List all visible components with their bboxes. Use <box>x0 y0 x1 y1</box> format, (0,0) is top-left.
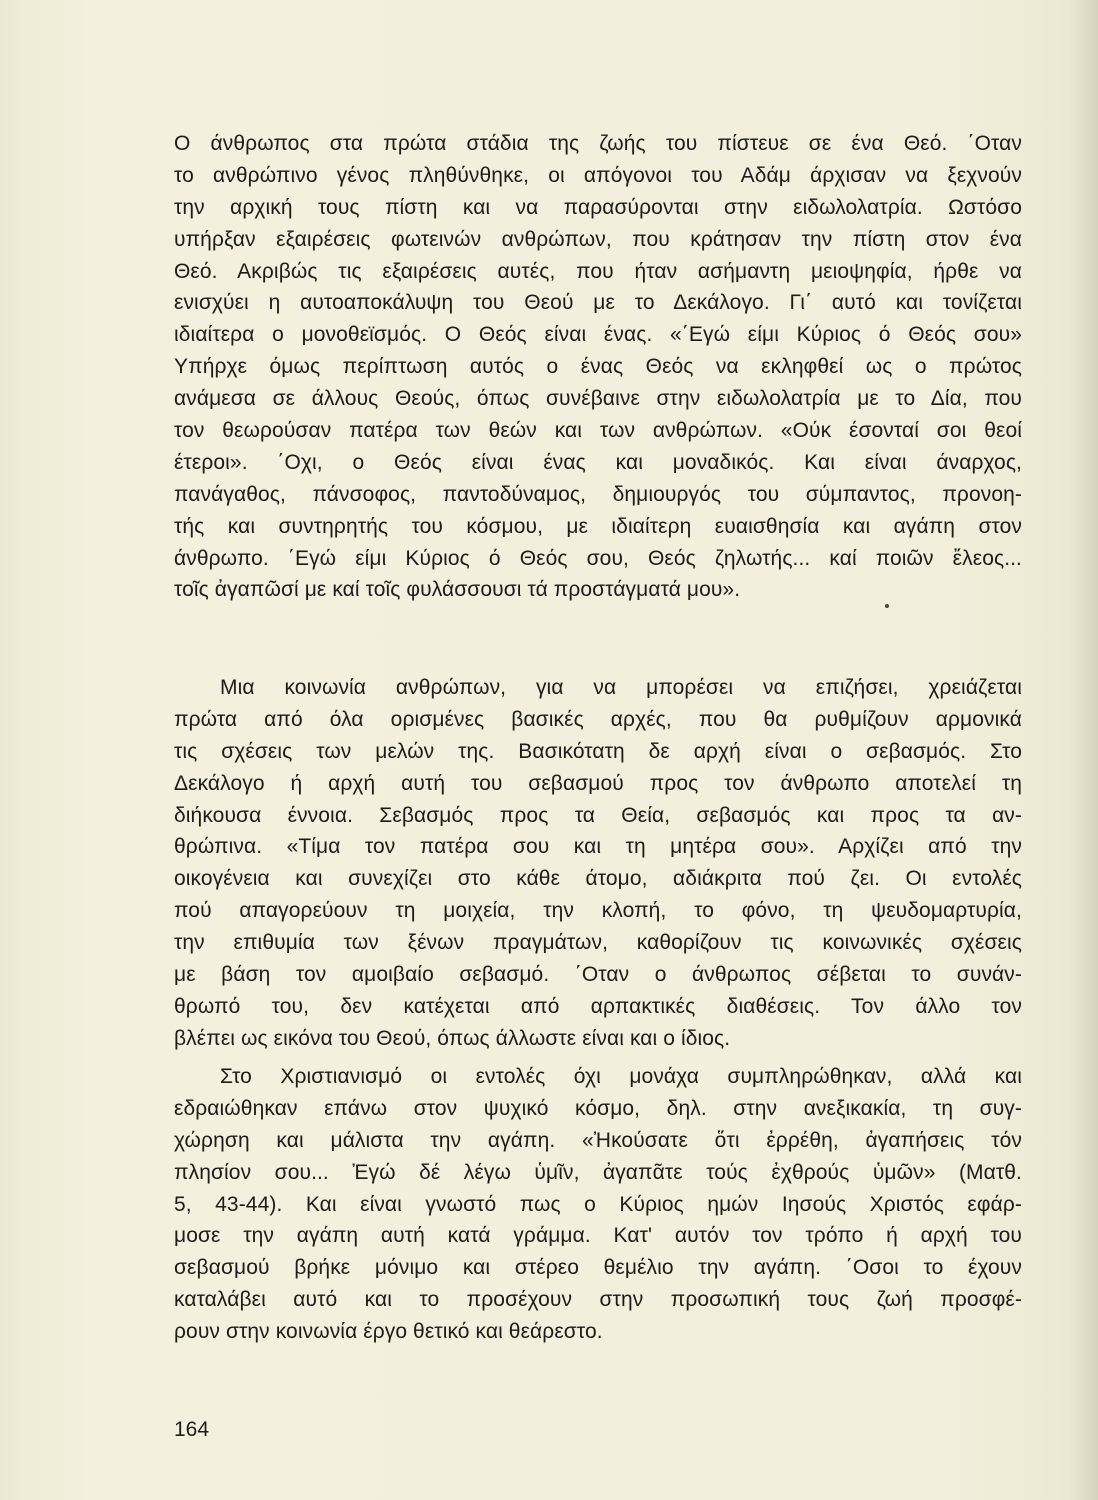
text-line: Στο Χριστιανισμό οι εντολές όχι μονάχα συμπληρώθηκαν, αλλά και <box>220 1065 1022 1088</box>
text-line: Υπήρχε όμως περίπτωση αυτός ο ένας Θεός να εκληφθεί ως ο πρώτος <box>174 355 1022 379</box>
text-line: χώρηση και μάλιστα την αγάπη. «Ἠκούσατε ὅτι ἐρρέθη, ἀγαπήσεις τόν <box>174 1128 1022 1152</box>
text-line: Ο άνθρωπος στα πρώτα στάδια της ζωής του πίστευε σε ένα Θεό. ΄Οταν <box>174 132 1022 155</box>
text-line: Μια κοινωνία ανθρώπων, για να μπορέσει να επιζήσει, χρειάζεται <box>220 676 1022 699</box>
text-line: έτεροι». ΄Οχι, ο Θεός είναι ένας και μοναδικός. Και είναι άναρχος, <box>174 450 1022 474</box>
text-line: καταλάβει αυτό και το προσέχουν στην προσωπική τους ζωή προσφέ- <box>174 1288 1022 1312</box>
text-line: τον θεωρούσαν πατέρα των θεών και των ανθρώπων. «Ούκ έσονταί σοι θεοί <box>174 419 1022 443</box>
text-line: την αρχική τους πίστη και να παρασύρονται στην ειδωλολατρία. Ωστόσο <box>174 195 1022 219</box>
text-line: ενισχύει η αυτοαποκάλυψη του Θεού με το Δεκάλογο. Γι΄ αυτό και τονίζεται <box>174 291 1022 315</box>
text-line: πρώτα από όλα ορισμένες βασικές αρχές, που θα ρυθμίζουν αρμονικά <box>174 707 1022 731</box>
text-line: θρώπινα. «Τίμα τον πατέρα σου και τη μητέρα σου». Αρχίζει από την <box>174 835 1022 859</box>
text-line: σεβασμού βρήκε μόνιμο και στέρεο θεμέλιο την αγάπη. ΄Οσοι το έχουν <box>174 1256 1022 1280</box>
text-line: τής και συντηρητής του κόσμου, με ιδιαίτερη ευαισθησία και αγάπη στον <box>174 514 1022 538</box>
paragraph-respect <box>174 672 1022 1055</box>
text-line: πού απαγορεύουν τη μοιχεία, την κλοπή, το φόνο, τη ψευδομαρτυρία, <box>174 899 1022 923</box>
text-line: με βάση τον αμοιβαίο σεβασμό. ΄Οταν ο άνθρωπος σέβεται το συνάν- <box>174 963 1022 987</box>
text-line: θρωπό του, δεν κατέχεται από αρπακτικές διαθέσεις. Τον άλλο τον <box>174 994 1022 1018</box>
text-line: εδραιώθηκαν επάνω στον ψυχικό κόσμο, δηλ. στην ανεξικακία, τη συγ- <box>174 1096 1022 1120</box>
text-line: το ανθρώπινο γένος πληθύνθηκε, οι απόγονοι του Αδάμ άρχισαν να ξεχνούν <box>174 163 1022 187</box>
text-line: 5, 43-44). Και είναι γνωστό πως ο Κύριος ημών Ιησούς Χριστός εφάρ- <box>174 1192 1022 1216</box>
text-line: πλησίον σου... Ἐγώ δέ λέγω ὑμῖν, ἀγαπᾶτε τούς ἐχθρούς ὑμῶν» (Ματθ. <box>174 1160 1022 1184</box>
page-edge-shadow <box>1068 0 1098 1500</box>
text-line: μοσε την αγάπη αυτή κατά γράμμα. Κατ' αυτόν τον τρόπο ή αρχή του <box>174 1224 1022 1248</box>
text-line: οικογένεια και συνεχίζει στο κάθε άτομο, αδιάκριτα πού ζει. Οι εντολές <box>174 867 1022 891</box>
text-line: διήκουσα έννοια. Σεβασμός προς τα Θεία, σεβασμός και προς τα αν- <box>174 803 1022 827</box>
text-line: άνθρωπο. ΄Εγώ είμι Κύριος ό Θεός σου, Θεός ζηλωτής... καί ποιῶν ἔλεος... <box>174 546 1022 570</box>
text-line: Θεό. Ακριβώς τις εξαιρέσεις αυτές, που ήταν ασήμαντη μειοψηφία, ήρθε να <box>174 259 1022 283</box>
page-number: 164 <box>174 1418 210 1441</box>
text-line: τις σχέσεις των μελών της. Βασικότατη δε αρχή είναι ο σεβασμός. Στο <box>174 739 1022 763</box>
text-line: ανάμεσα σε άλλους Θεούς, όπως συνέβαινε στην ειδωλολατρία με το Δία, που <box>174 387 1022 411</box>
text-line: ρουν στην κοινωνία έργο θετικό και θεάρεστο. <box>174 1320 603 1344</box>
text-line: πανάγαθος, πάνσοφος, παντοδύναμος, δημιουργός του σύμπαντος, προνοη- <box>174 482 1022 506</box>
text-line: τοῖς ἀγαπῶσί με καί τοῖς φυλάσσουσι τά προστάγματά μου». <box>174 578 741 602</box>
paragraph-christianity <box>174 1061 1022 1348</box>
text-line: ιδιαίτερα ο μονοθεϊσμός. Ο Θεός είναι ένας. «΄Εγώ είμι Κύριος ό Θεός σου» <box>174 323 1022 347</box>
text-line: βλέπει ως εικόνα του Θεού, όπως άλλωστε είναι και ο ίδιος. <box>174 1026 731 1050</box>
text-line: την επιθυμία των ξένων πραγμάτων, καθορίζουν τις κοινωνικές σχέσεις <box>174 931 1022 955</box>
ink-speck <box>885 604 889 608</box>
text-line: υπήρξαν εξαιρέσεις φωτεινών ανθρώπων, που κράτησαν την πίστη στον ένα <box>174 227 1022 251</box>
paragraph-monotheism <box>174 128 1022 606</box>
text-line: Δεκάλογο ή αρχή αυτή του σεβασμού προς τον άνθρωπο αποτελεί τη <box>174 771 1022 795</box>
